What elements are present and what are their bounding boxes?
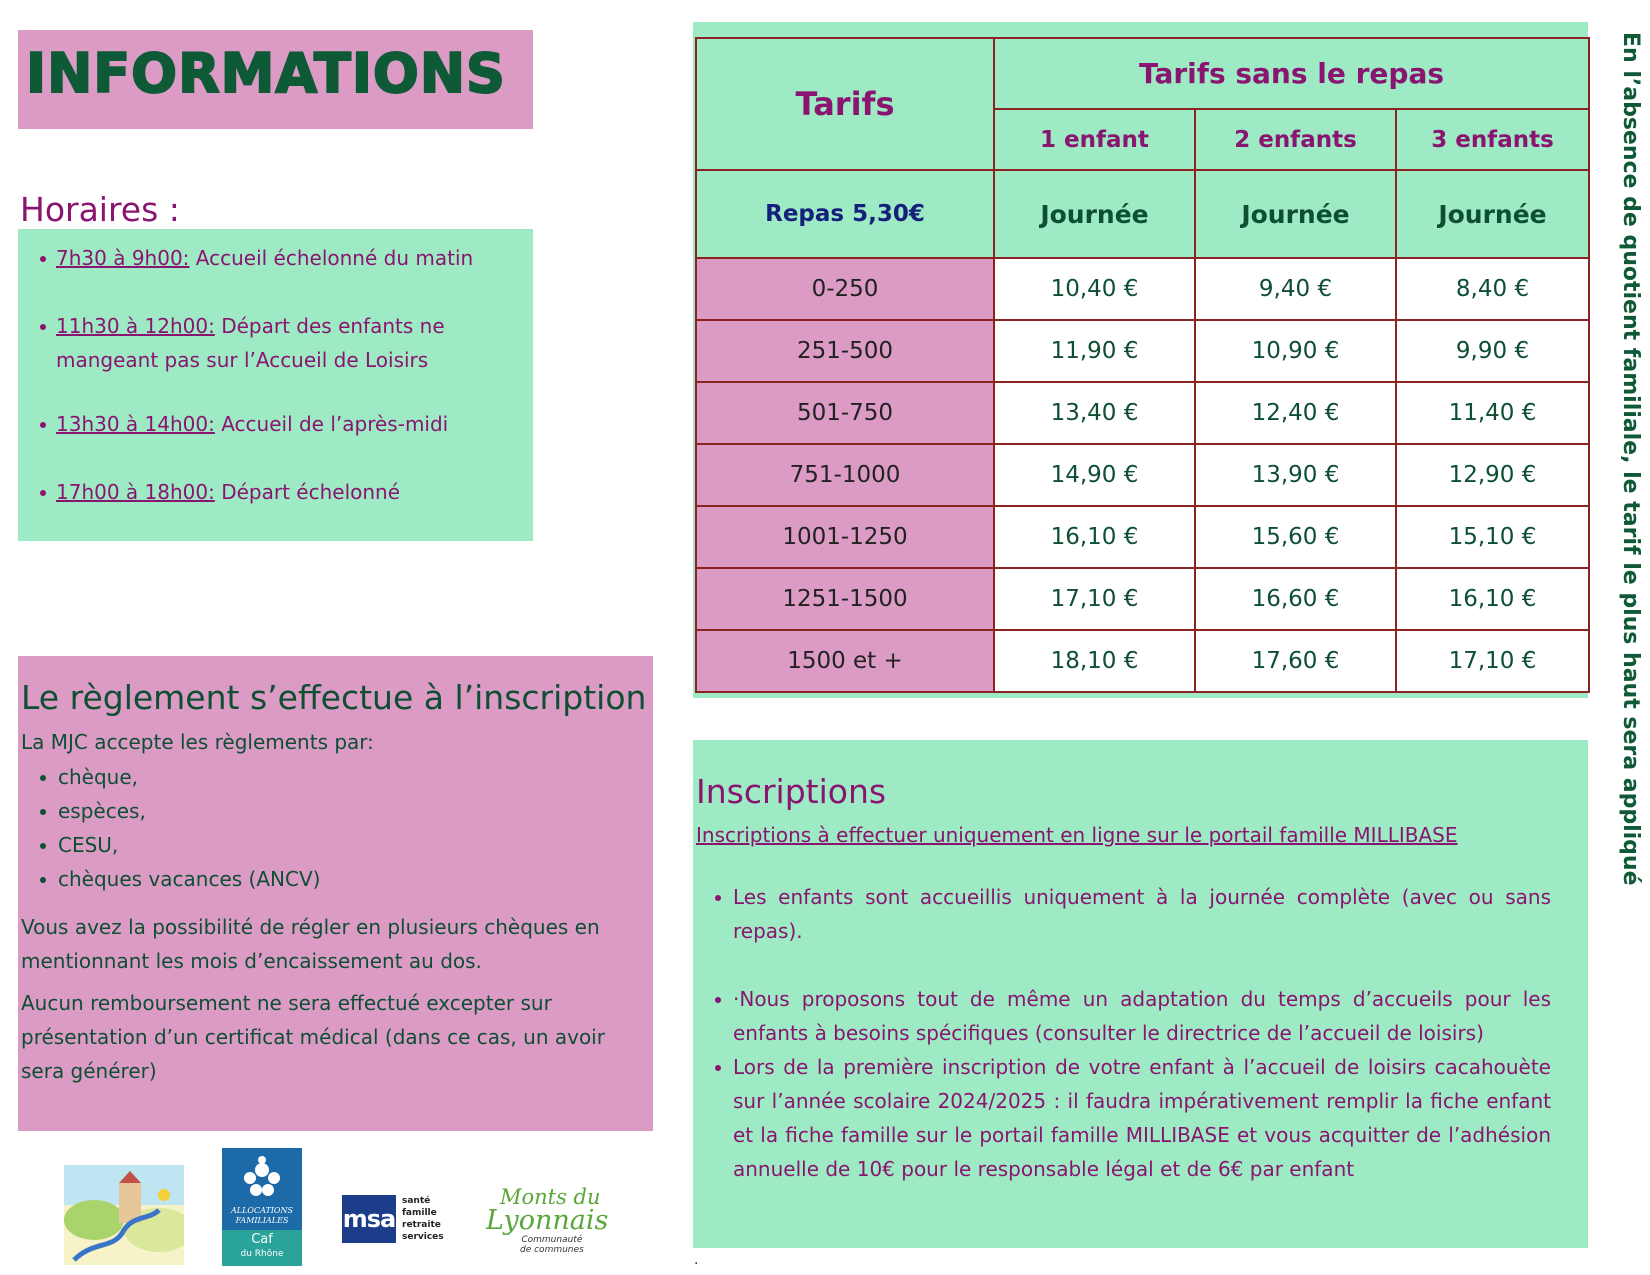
monts-line1: Monts du [500,1185,601,1209]
page-title: INFORMATIONS [26,42,506,105]
qf-range-cell: 1251-1500 [696,568,994,630]
horaire-text: Accueil de l’après-midi [214,412,449,436]
horaire-item [38,241,518,275]
horaires-list [38,241,518,509]
horaire-item [38,475,518,509]
msa-line: services [402,1232,444,1242]
period-cell: Journée [1396,170,1589,258]
table-row [696,506,1589,568]
msa-line: famille [402,1208,437,1218]
price-cell: 17,60 € [1195,630,1396,692]
msa-line: retraite [402,1220,441,1230]
price-cell: 12,90 € [1396,444,1589,506]
price-cell: 15,10 € [1396,506,1589,568]
price-cell: 14,90 € [994,444,1195,506]
horaire-text: Départ échelonné [214,480,401,504]
caf-line2: FAMILIALES [235,1216,289,1225]
qf-range-cell: 501-750 [696,382,994,444]
period-cell: Journée [994,170,1195,258]
table-row [696,568,1589,630]
monts-line3: Communauté [521,1235,583,1245]
monts-du-lyonnais-logo [486,1185,611,1255]
price-cell: 16,10 € [1396,568,1589,630]
inscription-item: Lors de la première inscription de votre enfant à l’accueil de loisirs cacahouète sur l’année scolaire 2024/2025 : il faudra impérativement remplir la fiche enfant et la fiche famille sur le portail famille MILLIBASE et vous acquitter de l’adhésion annuelle de 10€ pour le responsable légal et de 6€ par enfant [713,1050,1551,1186]
horaires-panel [18,229,533,541]
inscriptions-heading: Inscriptions [696,772,887,811]
price-cell: 9,90 € [1396,320,1589,382]
payment-methods-list [38,760,320,896]
price-cell: 17,10 € [994,568,1195,630]
price-cell: 8,40 € [1396,258,1589,320]
price-cell: 12,40 € [1195,382,1396,444]
price-cell: 11,40 € [1396,382,1589,444]
monts-line2: Lyonnais [486,1205,609,1236]
table-row [696,382,1589,444]
qf-range-cell: 251-500 [696,320,994,382]
caf-emblem-icon [222,1150,302,1206]
horaire-time: 7h30 à 9h00: [56,246,190,270]
payment-method: chèques vacances (ANCV) [38,862,320,896]
column-header: 2 enfants [1195,109,1396,170]
table-row [696,444,1589,506]
column-header: 1 enfant [994,109,1195,170]
monts-line4: de communes [520,1245,584,1255]
caf-line3: Caf [251,1232,273,1247]
caf-logo [222,1148,302,1266]
msa-line: santé [402,1196,431,1206]
inscriptions-list [713,880,1551,1186]
period-cell: Journée [1195,170,1396,258]
msa-logo [342,1193,452,1248]
tarifs-corner-header: Tarifs [696,38,994,170]
reglement-heading: Le règlement s’effectue à l’inscription [21,678,647,717]
horaire-time: 17h00 à 18h00: [56,480,215,504]
caf-line1: ALLOCATIONS [231,1206,293,1215]
price-cell: 15,60 € [1195,506,1396,568]
price-cell: 11,90 € [994,320,1195,382]
payment-method: CESU, [38,828,320,862]
title-banner [18,30,533,129]
reglement-paragraph-cheques: Vous avez la possibilité de régler en plusieurs chèques en mentionnant les mois d’encaissement au dos. [21,915,600,973]
qf-range-cell: 0-250 [696,258,994,320]
qf-range-cell: 1500 et + [696,630,994,692]
qf-range-cell: 751-1000 [696,444,994,506]
msa-letters: msa [342,1195,396,1243]
vertical-note-container [1618,32,1650,886]
inscription-item: Les enfants sont accueillis uniquement à la journée complète (avec ou sans repas). [713,880,1551,948]
qf-range-cell: 1001-1250 [696,506,994,568]
inscriptions-subheading: Inscriptions à effectuer uniquement en ligne sur le portail famille MILLIBASE [696,823,1458,847]
tarifs-group-header: Tarifs sans le repas [994,38,1589,109]
inscriptions-panel [693,740,1588,1248]
price-cell: 13,90 € [1195,444,1396,506]
horaire-time: 11h30 à 12h00: [56,314,215,338]
price-cell: 13,40 € [994,382,1195,444]
price-cell: 16,60 € [1195,568,1396,630]
caf-line4: du Rhône [240,1249,284,1259]
price-cell: 16,10 € [994,506,1195,568]
horaires-heading: Horaires : [20,190,180,229]
price-cell: 9,40 € [1195,258,1396,320]
reglement-intro: La MJC accepte les règlements par: [21,730,374,754]
horaire-text: Accueil échelonné du matin [189,246,474,270]
repas-price-cell: Repas 5,30€ [696,170,994,258]
price-cell: 18,10 € [994,630,1195,692]
village-logo [64,1165,184,1265]
horaire-item [38,407,518,441]
village-illustration-icon [64,1165,184,1265]
payment-method: chèque, [38,760,320,794]
tarifs-table [695,37,1590,693]
horaire-item [38,309,518,377]
reglement-paragraph-remboursement: Aucun remboursement ne sera effectué excepter sur présentation d’un certificat médical (dans ce cas, un avoir sera générer) [21,991,605,1083]
price-cell: 10,40 € [994,258,1195,320]
payment-method: espèces, [38,794,320,828]
table-row [696,630,1589,692]
horaire-text: Départ des enfants ne mangeant pas sur l’Accueil de Loisirs [56,314,445,372]
horaire-time: 13h30 à 14h00: [56,412,215,436]
table-row [696,258,1589,320]
inscription-item: ·Nous proposons tout de même un adaptation du temps d’accueils pour les enfants à besoins spécifiques (consulter le directrice de l’accueil de loisirs) [713,982,1551,1050]
column-header: 3 enfants [1396,109,1589,170]
reglement-panel [18,656,653,1131]
quotient-note: En l’absence de quotient familiale, le tarif le plus haut sera appliqué [1618,32,1643,886]
table-row [696,320,1589,382]
price-cell: 10,90 € [1195,320,1396,382]
price-cell: 17,10 € [1396,630,1589,692]
footer-mark: . [694,1252,699,1268]
